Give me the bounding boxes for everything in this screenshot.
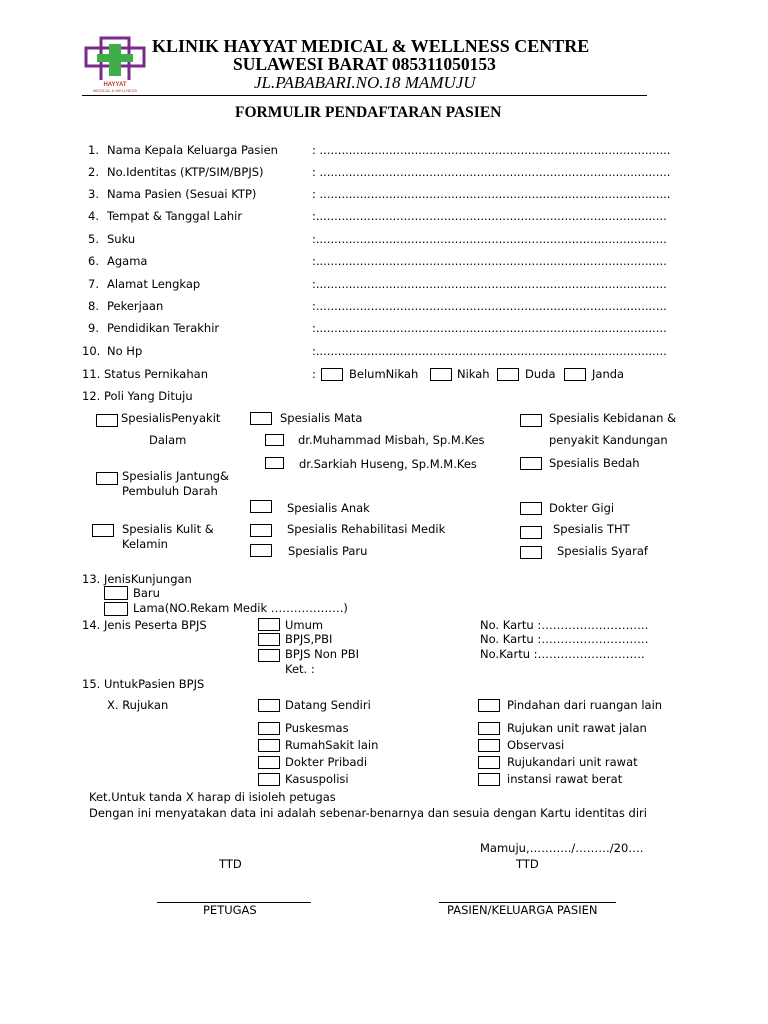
poli-label: 12. Poli Yang Dituju	[82, 389, 193, 403]
option-label: Observasi	[507, 738, 565, 752]
field-number: 2.	[88, 165, 99, 179]
checkbox-pindahan-ruangan[interactable]	[478, 699, 500, 712]
option-label: Dokter Gigi	[549, 501, 615, 515]
clinic-address: JL.PABABARI.NO.18 MAMUJU	[254, 73, 476, 92]
field-input-no-hp[interactable]: :................................................................................................	[312, 344, 667, 358]
field-label: Agama	[107, 254, 148, 268]
field-input-nama-kepala-keluarga[interactable]: : ................................................................................................	[312, 143, 671, 157]
option-label: Dalam	[149, 433, 187, 447]
option-label: BPJS Non PBI	[285, 647, 359, 661]
option-label: BelumNikah	[349, 367, 419, 381]
ket-label: Ket. :	[285, 662, 315, 676]
option-label: Rujukan unit rawat jalan	[507, 721, 647, 735]
field-label: Pendidikan Terakhir	[107, 321, 220, 335]
field-input-agama[interactable]: :................................................................................................	[312, 254, 667, 268]
option-label: Spesialis Syaraf	[557, 544, 648, 558]
option-label: Spesialis Kulit &	[122, 522, 214, 536]
statement-note: Dengan ini menyatakan data ini adalah sebenar-benarnya dan sesuia dengan Kartu identitas diri	[89, 806, 647, 820]
no-kartu-field[interactable]: No.Kartu :……………………….	[480, 647, 645, 661]
option-label: Spesialis Anak	[287, 501, 370, 515]
option-label: Kelamin	[122, 537, 168, 551]
option-label: Datang Sendiri	[285, 698, 371, 712]
option-label: Spesialis THT	[553, 522, 630, 536]
option-label: Pembuluh Darah	[122, 484, 218, 498]
option-label: Nikah	[457, 367, 490, 381]
no-kartu-field[interactable]: No. Kartu :……………………….	[480, 632, 649, 646]
bpjs-section-label: 15. UntukPasien BPJS	[82, 677, 205, 691]
field-number: 8.	[88, 299, 99, 313]
option-label: Puskesmas	[285, 721, 349, 735]
field-label: Tempat & Tanggal Lahir	[107, 209, 243, 223]
checkbox-baru[interactable]	[104, 586, 128, 600]
field-input-suku[interactable]: :................................................................................................	[312, 232, 667, 246]
option-label: Janda	[592, 367, 625, 381]
checkbox-nikah[interactable]	[430, 368, 452, 381]
option-label: instansi rawat berat	[507, 772, 623, 786]
field-number: 9.	[88, 321, 99, 335]
field-input-pekerjaan[interactable]: :................................................................................................	[312, 299, 667, 313]
field-input-alamat[interactable]: :................................................................................................	[312, 277, 667, 291]
option-label: Spesialis Jantung&	[122, 469, 230, 483]
option-label: Spesialis Paru	[288, 544, 368, 558]
field-number: 4.	[88, 209, 99, 223]
checkbox-spesialis-anak[interactable]	[250, 500, 272, 513]
checkbox-observasi[interactable]	[478, 739, 500, 752]
checkbox-kebidanan[interactable]	[520, 414, 542, 427]
field-input-pendidikan[interactable]: :................................................................................................	[312, 321, 667, 335]
field-label: Suku	[107, 232, 136, 246]
svg-text:MEDICAL & WELLNESS: MEDICAL & WELLNESS	[92, 88, 138, 93]
checkbox-rumah-sakit-lain[interactable]	[258, 739, 280, 752]
checkbox-penyakit-dalam[interactable]	[96, 414, 118, 427]
header-divider	[82, 95, 647, 96]
marital-status-label: 11. Status Pernikahan	[82, 367, 208, 381]
checkbox-syaraf[interactable]	[520, 546, 542, 559]
clinic-region-phone: SULAWESI BARAT 085311050153	[233, 54, 496, 74]
checkbox-janda[interactable]	[564, 368, 586, 381]
field-input-tempat-tanggal-lahir[interactable]: :................................................................................................	[312, 209, 667, 223]
field-label: No Hp	[107, 344, 143, 358]
option-label: Dokter Pribadi	[285, 755, 368, 769]
field-input-no-identitas[interactable]: : ................................................................................................	[312, 165, 671, 179]
option-label: dr.Muhammad Misbah, Sp.M.Kes	[298, 433, 485, 447]
rujukan-label: X. Rujukan	[107, 698, 169, 712]
field-label: Nama Pasien (Sesuai KTP)	[107, 187, 257, 201]
checkbox-bedah[interactable]	[520, 457, 542, 470]
option-label: Umum	[285, 618, 324, 632]
checkbox-belum-nikah[interactable]	[321, 368, 343, 381]
option-label: Baru	[133, 586, 160, 600]
checkbox-umum[interactable]	[258, 618, 280, 631]
field-label: No.Identitas (KTP/SIM/BPJS)	[107, 165, 264, 179]
option-label: Spesialis Mata	[280, 411, 363, 425]
field-number: 6.	[88, 254, 99, 268]
checkbox-dr-sarkiah-huseng[interactable]	[265, 457, 284, 469]
ttd-label-left: TTD	[219, 857, 242, 871]
option-label: BPJS,PBI	[285, 632, 333, 646]
checkbox-rujukan-rawat-jalan[interactable]	[478, 722, 500, 735]
field-label: Pekerjaan	[107, 299, 164, 313]
checkbox-rehabilitasi-medik[interactable]	[250, 524, 272, 537]
checkbox-jantung[interactable]	[96, 472, 118, 485]
field-label: Nama Kepala Keluarga Pasien	[107, 143, 278, 157]
field-input-nama-pasien[interactable]: : ................................................................................................	[312, 187, 671, 201]
checkbox-lama[interactable]	[104, 602, 128, 616]
ket-note: Ket.Untuk tanda X harap di isioleh petugas	[89, 790, 336, 804]
checkbox-kulit-kelamin[interactable]	[92, 524, 114, 537]
marital-colon: :	[312, 367, 316, 381]
option-label: Spesialis Kebidanan &	[549, 411, 677, 425]
field-label: Alamat Lengkap	[107, 277, 201, 291]
option-label: dr.Sarkiah Huseng, Sp.M.M.Kes	[299, 457, 477, 471]
option-label: Kasuspolisi	[285, 772, 349, 786]
checkbox-paru[interactable]	[250, 544, 272, 557]
checkbox-bpjs-pbi[interactable]	[258, 633, 280, 646]
ttd-label-right: TTD	[516, 857, 539, 871]
checkbox-kasus-polisi[interactable]	[258, 773, 280, 786]
clinic-logo	[82, 36, 148, 94]
field-number: 1.	[88, 143, 99, 157]
place-date-field[interactable]: Mamuju,………../………/20….	[480, 841, 644, 855]
checkbox-bpjs-non-pbi[interactable]	[258, 649, 280, 662]
checkbox-puskesmas[interactable]	[258, 722, 280, 735]
checkbox-dr-muhammad-misbah[interactable]	[265, 434, 284, 446]
peserta-label: 14. Jenis Peserta BPJS	[82, 618, 207, 632]
checkbox-spesialis-mata[interactable]	[250, 412, 272, 425]
svg-text:HAYYAT: HAYYAT	[103, 82, 127, 88]
option-label: Spesialis Rehabilitasi Medik	[287, 522, 446, 536]
checkbox-dokter-gigi[interactable]	[520, 502, 542, 515]
field-number: 5.	[88, 232, 99, 246]
checkbox-tht[interactable]	[520, 526, 542, 539]
option-label: Lama(NO.Rekam Medik ……………….)	[133, 601, 348, 615]
option-label: Rujukandari unit rawat	[507, 755, 638, 769]
checkbox-duda[interactable]	[497, 368, 519, 381]
field-number: 7.	[88, 277, 99, 291]
option-label: Pindahan dari ruangan lain	[507, 698, 663, 712]
option-label: SpesialisPenyakit	[121, 411, 221, 425]
option-label: Duda	[525, 367, 556, 381]
checkbox-instansi-rawat-berat[interactable]	[478, 773, 500, 786]
pasien-label: PASIEN/KELUARGA PASIEN	[447, 903, 598, 917]
checkbox-rujukan-rawat[interactable]	[478, 756, 500, 769]
clinic-name: KLINIK HAYYAT MEDICAL & WELLNESS CENTRE	[152, 36, 590, 56]
option-label: Spesialis Bedah	[549, 456, 640, 470]
option-label: RumahSakit lain	[285, 738, 379, 752]
field-number: 10.	[82, 344, 101, 358]
option-label: penyakit Kandungan	[549, 433, 668, 447]
petugas-label: PETUGAS	[203, 903, 257, 917]
kunjungan-label: 13. JenisKunjungan	[82, 572, 192, 586]
checkbox-dokter-pribadi[interactable]	[258, 756, 280, 769]
checkbox-datang-sendiri[interactable]	[258, 699, 280, 712]
no-kartu-field[interactable]: No. Kartu :……………………….	[480, 618, 649, 632]
form-title: FORMULIR PENDAFTARAN PASIEN	[235, 104, 502, 121]
field-number: 3.	[88, 187, 99, 201]
